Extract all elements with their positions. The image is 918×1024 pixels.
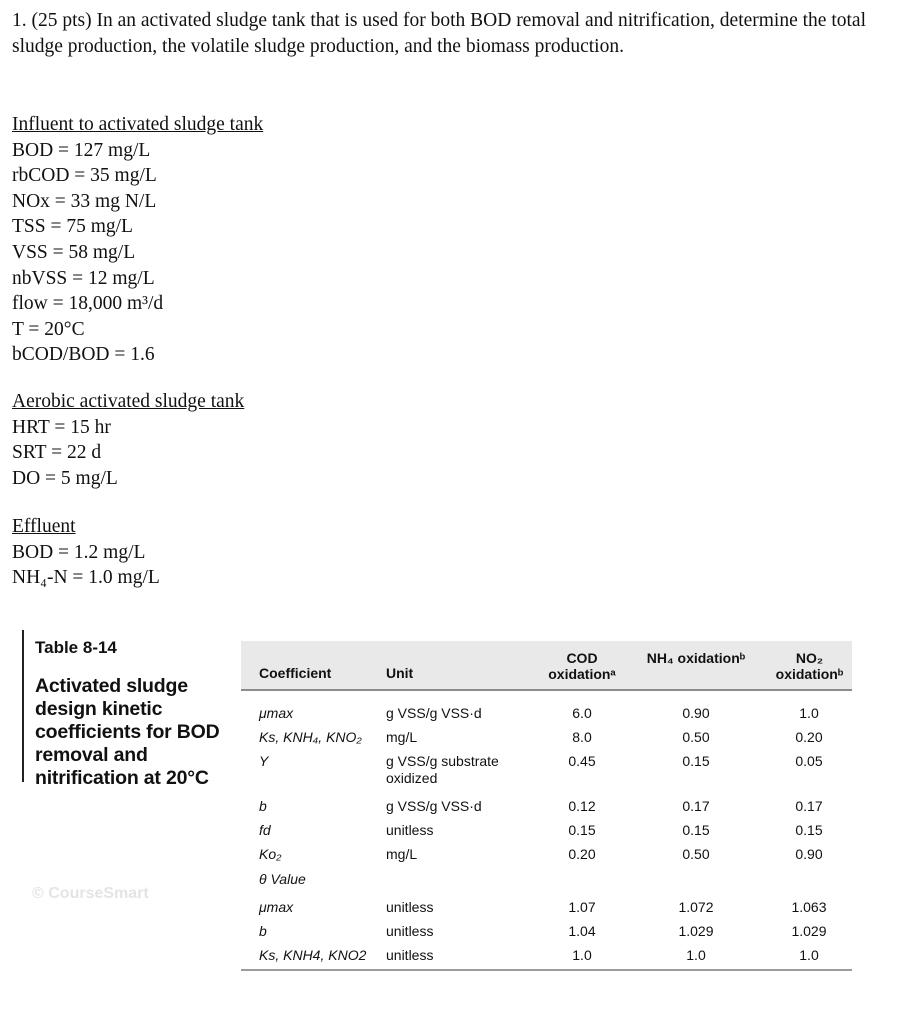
table-cell-nh4: 0.50 <box>682 729 710 745</box>
influent-item: bCOD/BOD = 1.6 <box>12 344 155 366</box>
table-cell-no2: 0.15 <box>795 822 823 838</box>
table-cell-nh4: 0.15 <box>682 753 710 769</box>
influent-item: T = 20°C <box>12 318 85 340</box>
table-cell-nh4: 0.50 <box>682 846 710 862</box>
aerobic-item: SRT = 22 d <box>12 442 102 464</box>
table-cell-cod: 8.0 <box>572 729 592 745</box>
table-cell-no2: 0.17 <box>795 798 823 814</box>
table-cell-coef: b <box>259 798 267 814</box>
table-cell-cod: 6.0 <box>572 705 592 721</box>
influent-item: TSS = 75 mg/L <box>12 216 133 238</box>
table-cell-cod: 0.15 <box>568 822 596 838</box>
influent-item: nbVSS = 12 mg/L <box>12 267 155 289</box>
header-no2: NO₂ oxidationᵇ <box>775 650 844 682</box>
table-cell-coef: b <box>259 923 267 939</box>
table-cell-coef: μmax <box>259 899 294 915</box>
influent-item: VSS = 58 mg/L <box>12 241 136 263</box>
table-cell-unit: unitless <box>386 822 434 838</box>
table-cell-unit: unitless <box>386 899 434 915</box>
influent-item: NOx = 33 mg N/L <box>12 190 157 212</box>
table-bottom-rule <box>241 969 852 971</box>
table-cell-coef: Ks, KNH₄, KNO₂ <box>259 729 362 745</box>
effluent-heading: Effluent <box>12 516 76 537</box>
table-number: Table 8-14 <box>35 638 117 657</box>
table-cell-no2: 0.05 <box>795 753 823 769</box>
aerobic-heading: Aerobic activated sludge tank <box>12 391 245 412</box>
table-cell-nh4: 0.17 <box>682 798 710 814</box>
influent-heading: Influent to activated sludge tank <box>12 114 264 135</box>
table-cell-no2: 1.0 <box>799 705 819 721</box>
table-cell-no2: 1.0 <box>799 947 819 963</box>
table-cell-cod: 1.0 <box>572 947 592 963</box>
table-title: Activated sludge design kinetic coefficients for BOD removal and nitrification at 20°C <box>35 675 220 789</box>
watermark: © CourseSmart <box>32 885 149 902</box>
table-cell-cod: 1.07 <box>568 899 596 915</box>
table-cell-cod: 0.20 <box>568 846 596 862</box>
header-unit: Unit <box>386 665 414 681</box>
table-cell-no2: 1.063 <box>791 899 827 915</box>
kinetic-table-figure <box>22 630 852 980</box>
problem-statement: 1. (25 pts) In an activated sludge tank that is used for both BOD removal and nitrification, determine the total sludge production, the volatile sludge production, and the biomass production. <box>12 10 866 57</box>
aerobic-item: DO = 5 mg/L <box>12 467 118 489</box>
table-cell-unit: mg/L <box>386 729 418 745</box>
header-nh4: NH₄ oxidationᵇ <box>646 650 746 666</box>
influent-item: rbCOD = 35 mg/L <box>12 165 157 187</box>
table-cell-nh4: 0.15 <box>682 822 710 838</box>
table-cell-unit: unitless <box>386 947 434 963</box>
table-cell-coef: Ko₂ <box>259 846 282 862</box>
table-cell-unit: unitless <box>386 923 434 939</box>
effluent-item: BOD = 1.2 mg/L <box>12 541 146 563</box>
table-cell-cod: 1.04 <box>568 923 596 939</box>
table-cell-coef: Ks, KNH4, KNO2 <box>259 947 367 963</box>
aerobic-item: HRT = 15 hr <box>12 416 111 438</box>
table-cell-unit: g VSS/g substrate oxidized <box>386 753 499 786</box>
influent-section <box>12 112 263 368</box>
table-cell-unit: g VSS/g VSS·d <box>386 705 482 721</box>
aerobic-section <box>12 389 244 491</box>
table-cell-cod: 0.12 <box>568 798 596 814</box>
header-coefficient: Coefficient <box>259 665 332 681</box>
table-cell-coef: fd <box>259 822 271 838</box>
table-cell-nh4: 1.0 <box>686 947 706 963</box>
influent-item: BOD = 127 mg/L <box>12 139 151 161</box>
table-caption <box>22 630 235 789</box>
table-cell-no2: 1.029 <box>791 923 827 939</box>
influent-item: flow = 18,000 m³/d <box>12 293 164 315</box>
table-cell-coef: θ Value <box>259 871 306 887</box>
table-body <box>241 691 852 971</box>
table-cell-no2: 0.90 <box>795 846 823 862</box>
coefficient-table <box>241 641 852 971</box>
table-cell-nh4: 0.90 <box>682 705 710 721</box>
table-cell-cod: 0.45 <box>568 753 596 769</box>
table-cell-unit: mg/L <box>386 846 418 862</box>
table-cell-nh4: 1.072 <box>678 899 714 915</box>
header-cod: COD oxidationᵃ <box>548 650 616 682</box>
effluent-section <box>12 514 160 591</box>
effluent-item: NH₄-N = 1.0 mg/L <box>12 567 160 589</box>
table-cell-no2: 0.20 <box>795 729 823 745</box>
table-cell-coef: μmax <box>259 705 294 721</box>
table-cell-coef: Y <box>259 753 269 769</box>
table-header <box>241 641 852 691</box>
table-cell-nh4: 1.029 <box>678 923 714 939</box>
table-cell-unit: g VSS/g VSS·d <box>386 798 482 814</box>
